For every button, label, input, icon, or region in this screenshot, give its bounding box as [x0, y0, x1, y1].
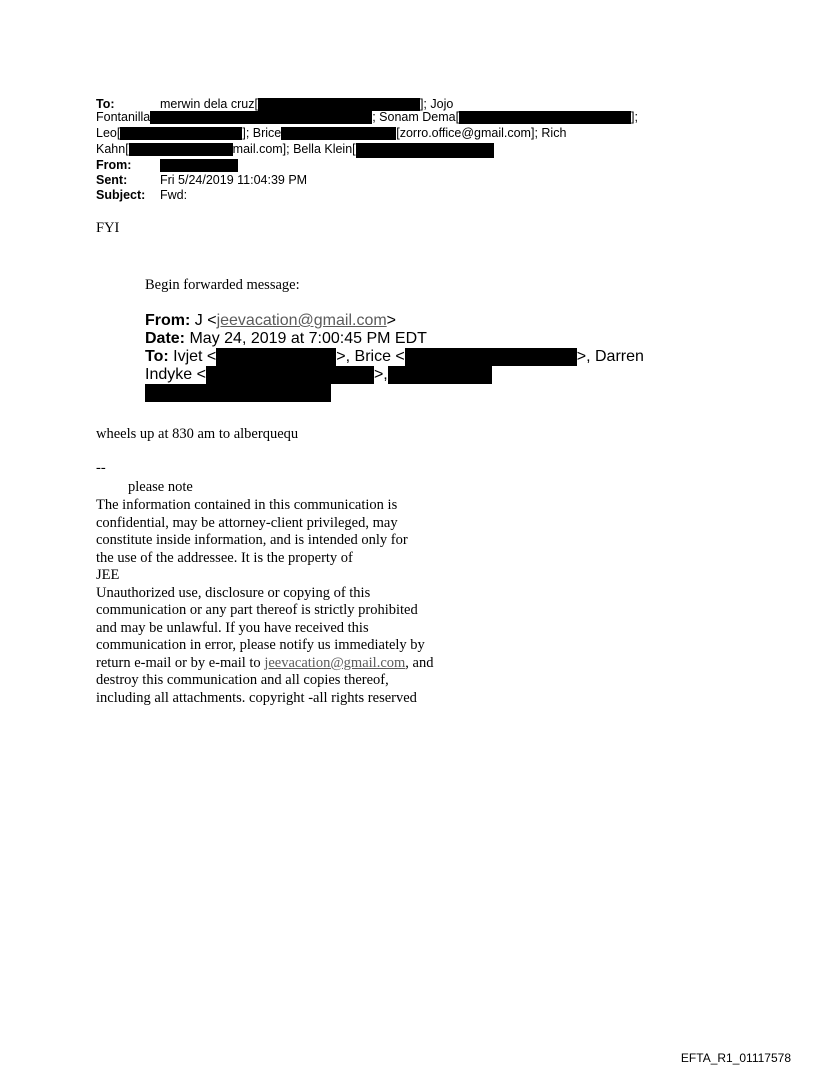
redaction-box [150, 111, 372, 124]
notice-line: Unauthorized use, disclosure or copying of this [96, 584, 371, 601]
notice-line: communication in error, please notify us immediately by [96, 637, 425, 653]
forwarded-to-label: To: [145, 348, 169, 365]
redaction-box [216, 348, 336, 366]
forwarded-from-label: From: [145, 312, 191, 329]
signature-separator: -- [96, 460, 106, 476]
subject-label: Subject: [96, 188, 146, 202]
forwarded-to-text: >, Darren [576, 348, 644, 365]
to-recipient-text: merwin dela cruz[ [160, 97, 258, 111]
to-line-4 [96, 143, 494, 158]
notice-line: the use of the addressee. It is the property of [96, 549, 353, 566]
notice-email-line [96, 655, 496, 673]
forwarded-to-line-2 [145, 366, 492, 384]
notice-line: and may be unlawful. If you have received this [96, 619, 369, 636]
redaction-box [129, 143, 233, 156]
document-id: EFTA_R1_01117578 [680, 1051, 791, 1065]
notice-line: constitute inside information, and is intended only for [96, 532, 408, 548]
to-recipient-text: mail.com]; Bella Klein[ [232, 142, 356, 156]
forwarded-to-text: >, [373, 366, 388, 383]
notice-line: JEE [96, 567, 120, 583]
to-recipient-text: ]; [631, 110, 638, 124]
sent-value: Fri 5/24/2019 11:04:39 PM [160, 173, 308, 187]
to-recipient-text: ]; Brice [242, 126, 282, 140]
redaction-box [459, 111, 631, 124]
to-recipient-text: [zorro.office@gmail.com]; Rich [396, 126, 567, 140]
to-recipient-text: Fontanilla [96, 110, 151, 124]
to-recipient-text: ; Sonam Dema[ [372, 110, 460, 124]
forwarded-to-line-3 [145, 384, 331, 402]
forwarded-to-text: >, Brice < [336, 348, 405, 365]
forwarded-to-text: Indyke < [145, 366, 206, 383]
redaction-box [388, 366, 492, 384]
intro-text: FYI [96, 220, 120, 236]
forwarded-from-line [145, 312, 396, 330]
notice-email-suffix: , and [405, 654, 434, 671]
forwarded-date-value: May 24, 2019 at 7:00:45 PM EDT [189, 330, 427, 347]
redaction-box [356, 143, 494, 158]
please-note-text: please note [128, 479, 193, 495]
subject-value: Fwd: [160, 188, 188, 202]
forwarded-from-close: > [386, 312, 397, 329]
message-text: wheels up at 830 am to alberquequ [96, 426, 299, 442]
to-recipient-text: ]; Jojo [419, 97, 454, 111]
redaction-box [281, 127, 396, 140]
confidentiality-notice [96, 497, 496, 707]
forwarded-from-email-link[interactable]: jeevacation@gmail.com [216, 312, 387, 329]
notice-line: The information contained in this communication is [96, 497, 398, 513]
subject-line [96, 189, 187, 202]
sent-label: Sent: [96, 173, 128, 187]
redaction-box [206, 366, 374, 384]
notice-line: confidential, may be attorney-client privileged, may [96, 514, 398, 531]
forward-heading: Begin forwarded message: [145, 277, 300, 293]
redaction-box [160, 159, 238, 172]
notice-email-prefix: return e-mail or by e-mail to [96, 654, 265, 671]
notice-email-link[interactable]: jeevacation@gmail.com [264, 654, 406, 671]
forwarded-date-line [145, 330, 427, 348]
sent-line [96, 174, 307, 187]
from-line [96, 159, 238, 172]
to-line-3 [96, 127, 566, 140]
notice-line: including all attachments. copyright -all rights reserved [96, 689, 417, 706]
to-line-2 [96, 111, 638, 124]
redaction-box [120, 127, 242, 140]
from-label: From: [96, 158, 132, 172]
forwarded-to-text: Ivjet < [173, 348, 217, 365]
forwarded-from-name: J < [194, 312, 217, 329]
to-label: To: [96, 97, 115, 111]
forwarded-to-line-1 [145, 348, 644, 366]
notice-line: destroy this communication and all copies thereof, [96, 672, 389, 688]
forwarded-date-label: Date: [145, 330, 186, 347]
to-recipient-text: Leo[ [96, 126, 121, 140]
redaction-box [405, 348, 577, 366]
to-recipient-text: Kahn[ [96, 142, 129, 156]
redaction-box [145, 384, 331, 402]
notice-line: communication or any part thereof is strictly prohibited [96, 602, 418, 618]
